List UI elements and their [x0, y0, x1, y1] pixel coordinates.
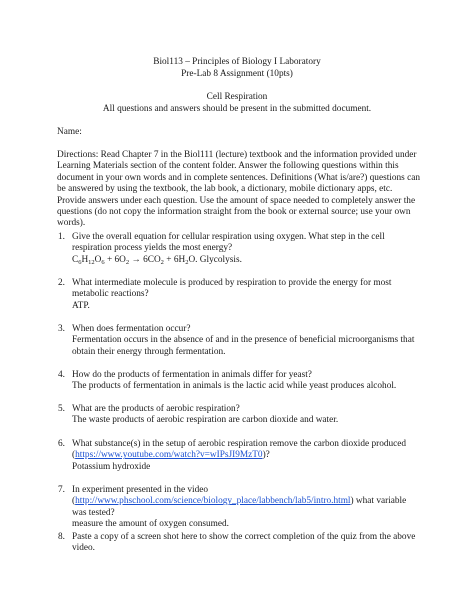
assignment-title: Pre-Lab 8 Assignment (10pts): [181, 69, 293, 79]
topic-title: Cell Respiration: [206, 92, 268, 102]
question-5: [58, 404, 422, 427]
question-text: How do the products of fermentation in animals differ for yeast?: [72, 370, 312, 380]
directions: Directions: Read Chapter 7 in the Biol111 (lecture) textbook and the information provided under Learning Materials section of the content folder. Answer the following questions within this document in your own words and in complete sentences. Definitions (What is/are?) questions can be answered by using the textbook, the lab book, a dictionary, mobile dictionary apps, etc. Provide answers under each question. Use the amount of space needed to completely answer the questions (do not copy the information straight from the book or external source; use your own words).: [57, 150, 420, 229]
question-text: What substance(s) in the setup of aerobic respiration remove the carbon dioxide produced (https://www.youtube.com/watch?v=wIPsJI9MzT0)?: [72, 439, 407, 461]
question-text: What are the products of aerobic respiration?: [72, 404, 240, 414]
answer-text: $C_6H_{12}O_6 + 6O_2 \to 6CO_2 + 6H_2O$. Glycolysis.: [72, 254, 242, 266]
question-number: 2.: [58, 278, 65, 288]
question-2: [58, 278, 422, 312]
answer-text: measure the amount of oxygen consumed.: [72, 519, 229, 530]
question-text: When does fermentation occur?: [72, 324, 191, 334]
question-7: [58, 485, 422, 531]
question-number: 6.: [58, 439, 65, 449]
answer-text: Fermentation occurs in the absence of and in the presence of beneficial microorganisms that obtain their energy through fermentation.: [72, 335, 415, 357]
question-1: [58, 232, 422, 266]
question-number: 7.: [58, 485, 65, 495]
answer-text: The waste products of aerobic respiration are carbon dioxide and water.: [72, 415, 339, 426]
lab-link[interactable]: http://www.phschool.com/science/biology_place/labbench/lab5/intro.html: [75, 496, 351, 507]
answer-text: The products of fermentation in animals is the lactic acid while yeast produces alcohol.: [72, 381, 397, 392]
question-number: 3.: [58, 324, 65, 334]
question-4: [58, 370, 422, 393]
video-link[interactable]: https://www.youtube.com/watch?v=wIPsJI9MzT0: [75, 450, 263, 461]
question-number: 4.: [58, 370, 65, 380]
question-number: 5.: [58, 404, 65, 414]
answer-text: Potassium hydroxide: [72, 461, 151, 472]
answer-text: ATP.: [72, 300, 90, 311]
question-number: 8.: [58, 532, 65, 542]
question-3: [58, 324, 422, 358]
course-title: Biol113 – Principles of Biology I Laboratory: [153, 57, 321, 67]
question-text: In experiment presented in the video (http://www.phschool.com/science/biology_place/labbench/lab5/intro.html) what variable was tested?: [72, 485, 407, 518]
submission-note: All questions and answers should be present in the submitted document.: [102, 104, 372, 114]
name-label: Name:: [57, 127, 82, 137]
question-text: Give the overall equation for cellular respiration using oxygen. What step in the cell respiration process yields the most energy?: [72, 232, 385, 254]
question-text: What intermediate molecule is produced by respiration to provide the energy for most metabolic reactions?: [72, 278, 392, 300]
question-8: [58, 532, 422, 555]
question-text: Paste a copy of a screen shot here to show the correct completion of the quiz from the above video.: [72, 532, 416, 554]
question-6: [58, 439, 422, 473]
question-number: 1.: [58, 232, 65, 242]
